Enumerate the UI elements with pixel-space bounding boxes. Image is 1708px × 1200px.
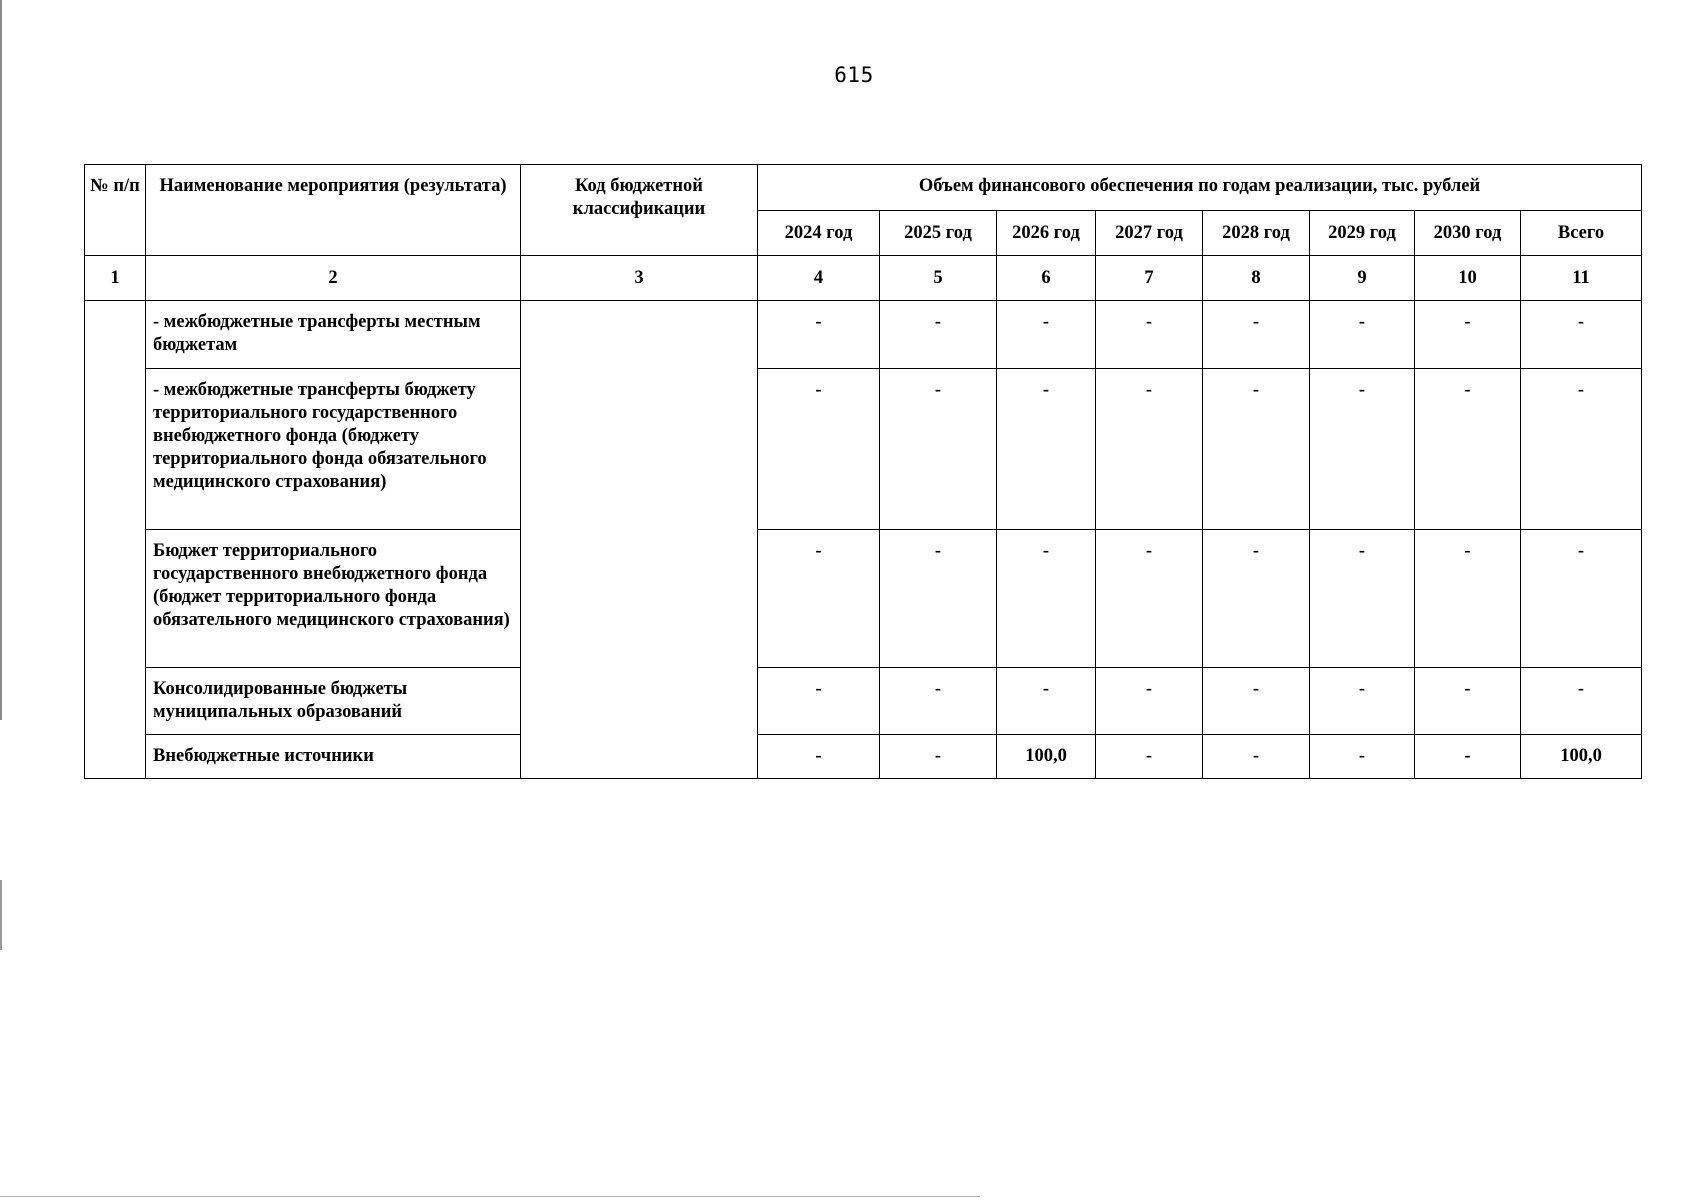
header-code: Код бюджетной классификации bbox=[521, 165, 758, 256]
row-total: - bbox=[1521, 530, 1642, 668]
header-year: 2030 год bbox=[1415, 211, 1521, 256]
scan-edge-bottom bbox=[0, 1196, 980, 1197]
header-year: 2027 год bbox=[1096, 211, 1203, 256]
row-name: - межбюджетные трансферты местным бюджетам bbox=[146, 301, 521, 369]
page-number: 615 bbox=[834, 63, 874, 87]
budget-code-cell bbox=[521, 301, 758, 779]
row-name: Внебюджетные источники bbox=[146, 735, 521, 779]
row-value: - bbox=[1096, 301, 1203, 369]
row-value: - bbox=[1310, 530, 1415, 668]
header-year: 2028 год bbox=[1203, 211, 1310, 256]
table-row bbox=[85, 735, 1642, 779]
column-number: 10 bbox=[1415, 256, 1521, 301]
table-row bbox=[85, 301, 1642, 369]
row-value: - bbox=[880, 668, 997, 735]
column-number-row bbox=[85, 256, 1642, 301]
row-value: - bbox=[1096, 369, 1203, 530]
row-value: - bbox=[758, 369, 880, 530]
header-year: 2024 год bbox=[758, 211, 880, 256]
row-value: - bbox=[997, 301, 1096, 369]
row-value: - bbox=[1310, 735, 1415, 779]
row-value: - bbox=[1415, 735, 1521, 779]
row-name: - межбюджетные трансферты бюджету территориального государственного внебюджетного фонда (бюджету территориального фонда обязательного медицинского страхования) bbox=[146, 369, 521, 530]
column-number: 2 bbox=[146, 256, 521, 301]
row-value: - bbox=[997, 668, 1096, 735]
scan-edge-left-fragment bbox=[0, 880, 2, 950]
row-value: - bbox=[880, 735, 997, 779]
row-value: - bbox=[1415, 369, 1521, 530]
column-number: 7 bbox=[1096, 256, 1203, 301]
column-number: 8 bbox=[1203, 256, 1310, 301]
row-value: - bbox=[1203, 735, 1310, 779]
column-number: 11 bbox=[1521, 256, 1642, 301]
header-row-1 bbox=[85, 165, 1642, 211]
row-name: Консолидированные бюджеты муниципальных образований bbox=[146, 668, 521, 735]
row-value: - bbox=[1415, 668, 1521, 735]
row-total: - bbox=[1521, 668, 1642, 735]
row-value: - bbox=[1310, 301, 1415, 369]
column-number: 9 bbox=[1310, 256, 1415, 301]
row-value: - bbox=[880, 530, 997, 668]
row-value: - bbox=[880, 301, 997, 369]
header-total: Всего bbox=[1521, 211, 1642, 256]
row-value: - bbox=[758, 735, 880, 779]
column-number: 1 bbox=[85, 256, 146, 301]
row-total: 100,0 bbox=[1521, 735, 1642, 779]
row-value: - bbox=[1415, 530, 1521, 668]
column-number: 4 bbox=[758, 256, 880, 301]
scan-edge-left bbox=[0, 0, 2, 720]
table-row bbox=[85, 530, 1642, 668]
row-value: 100,0 bbox=[997, 735, 1096, 779]
row-value: - bbox=[1203, 369, 1310, 530]
row-value: - bbox=[880, 369, 997, 530]
row-name: Бюджет территориального государственного внебюджетного фонда (бюджет территориального фонда обязательного медицинского страхования) bbox=[146, 530, 521, 668]
row-value: - bbox=[1203, 668, 1310, 735]
row-number-cell bbox=[85, 301, 146, 779]
row-value: - bbox=[758, 301, 880, 369]
row-value: - bbox=[997, 530, 1096, 668]
row-total: - bbox=[1521, 301, 1642, 369]
table-row bbox=[85, 369, 1642, 530]
header-volume: Объем финансового обеспечения по годам реализации, тыс. рублей bbox=[758, 165, 1642, 211]
header-name: Наименование мероприятия (результата) bbox=[146, 165, 521, 256]
row-total: - bbox=[1521, 369, 1642, 530]
row-value: - bbox=[1096, 735, 1203, 779]
column-number: 3 bbox=[521, 256, 758, 301]
row-value: - bbox=[1310, 668, 1415, 735]
row-value: - bbox=[1096, 530, 1203, 668]
row-value: - bbox=[1203, 301, 1310, 369]
row-value: - bbox=[1415, 301, 1521, 369]
table-row bbox=[85, 668, 1642, 735]
row-value: - bbox=[758, 530, 880, 668]
header-year: 2025 год bbox=[880, 211, 997, 256]
row-value: - bbox=[1096, 668, 1203, 735]
row-value: - bbox=[1203, 530, 1310, 668]
column-number: 5 bbox=[880, 256, 997, 301]
row-value: - bbox=[1310, 369, 1415, 530]
header-year: 2026 год bbox=[997, 211, 1096, 256]
header-year: 2029 год bbox=[1310, 211, 1415, 256]
row-value: - bbox=[758, 668, 880, 735]
header-num: № п/п bbox=[85, 165, 146, 256]
column-number: 6 bbox=[997, 256, 1096, 301]
financing-table bbox=[84, 164, 1642, 779]
row-value: - bbox=[997, 369, 1096, 530]
